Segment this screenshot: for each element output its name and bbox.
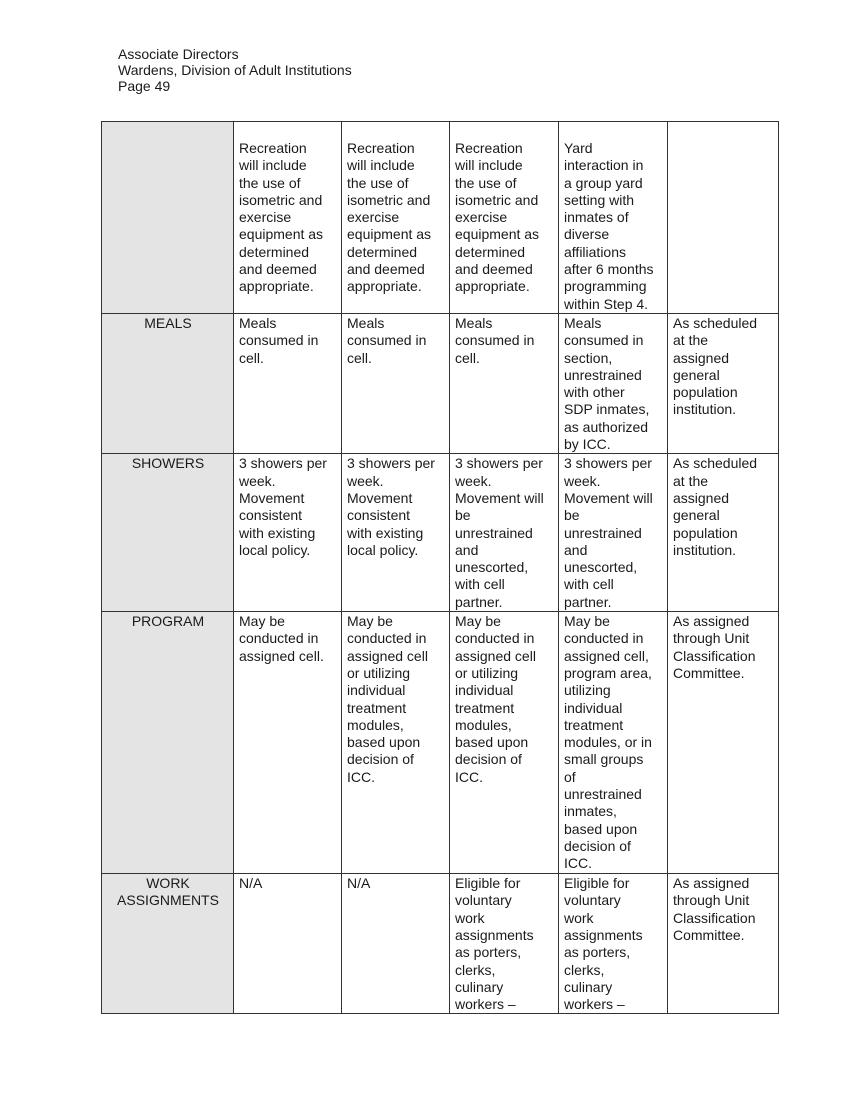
table-row: [102, 122, 779, 314]
table-cell: May be conducted in assigned cell, program area, utilizing individual treatment modules, or in small groups of unrestrained inmates, based upon decision of ICC.: [559, 612, 668, 874]
table-cell: As scheduled at the assigned general population institution.: [668, 454, 779, 612]
table-cell: Eligible for voluntary work assignments as porters, clerks, culinary workers –: [450, 874, 559, 1014]
table-cell: Meals consumed in section, unrestrained with other SDP inmates, as authorized by ICC.: [559, 314, 668, 454]
table-cell: Yard interaction in a group yard setting with inmates of diverse affiliations after 6 months programming within Step 4.: [559, 122, 668, 314]
table-row: [102, 454, 779, 612]
table-cell: As assigned through Unit Classification Committee.: [668, 612, 779, 874]
table-cell: N/A: [234, 874, 342, 1014]
table-row: [102, 874, 779, 1014]
table-cell: As scheduled at the assigned general population institution.: [668, 314, 779, 454]
table-cell: Meals consumed in cell.: [342, 314, 450, 454]
table-cell: [668, 122, 779, 314]
table-cell: May be conducted in assigned cell.: [234, 612, 342, 874]
table-cell: 3 showers per week. Movement will be unrestrained and unescorted, with cell partner.: [450, 454, 559, 612]
table-cell: 3 showers per week. Movement will be unrestrained and unescorted, with cell partner.: [559, 454, 668, 612]
table-cell: May be conducted in assigned cell or utilizing individual treatment modules, based upon decision of ICC.: [342, 612, 450, 874]
table-cell: 3 showers per week. Movement consistent with existing local policy.: [234, 454, 342, 612]
page-header: [118, 46, 352, 94]
table-cell: May be conducted in assigned cell or utilizing individual treatment modules, based upon decision of ICC.: [450, 612, 559, 874]
table-cell: Eligible for voluntary work assignments as porters, clerks, culinary workers –: [559, 874, 668, 1014]
row-label-work-assignments: WORK ASSIGNMENTS: [102, 874, 234, 1014]
table-cell: Recreation will include the use of isometric and exercise equipment as determined and deemed appropriate.: [234, 122, 342, 314]
table-cell: Recreation will include the use of isometric and exercise equipment as determined and deemed appropriate.: [342, 122, 450, 314]
table-cell: Meals consumed in cell.: [234, 314, 342, 454]
row-label-showers: SHOWERS: [102, 454, 234, 612]
row-label-meals: MEALS: [102, 314, 234, 454]
row-label-program: PROGRAM: [102, 612, 234, 874]
table-cell: N/A: [342, 874, 450, 1014]
table-row: [102, 314, 779, 454]
row-label: [102, 122, 234, 314]
step-privileges-table: [101, 121, 779, 1014]
table-row: [102, 612, 779, 874]
table-cell: 3 showers per week. Movement consistent with existing local policy.: [342, 454, 450, 612]
header-recipient: Associate Directors: [118, 46, 239, 62]
header-division: Wardens, Division of Adult Institutions: [118, 62, 352, 78]
table-cell: As assigned through Unit Classification Committee.: [668, 874, 779, 1014]
table-cell: Recreation will include the use of isometric and exercise equipment as determined and deemed appropriate.: [450, 122, 559, 314]
header-page-number: Page 49: [118, 78, 171, 94]
table-cell: Meals consumed in cell.: [450, 314, 559, 454]
